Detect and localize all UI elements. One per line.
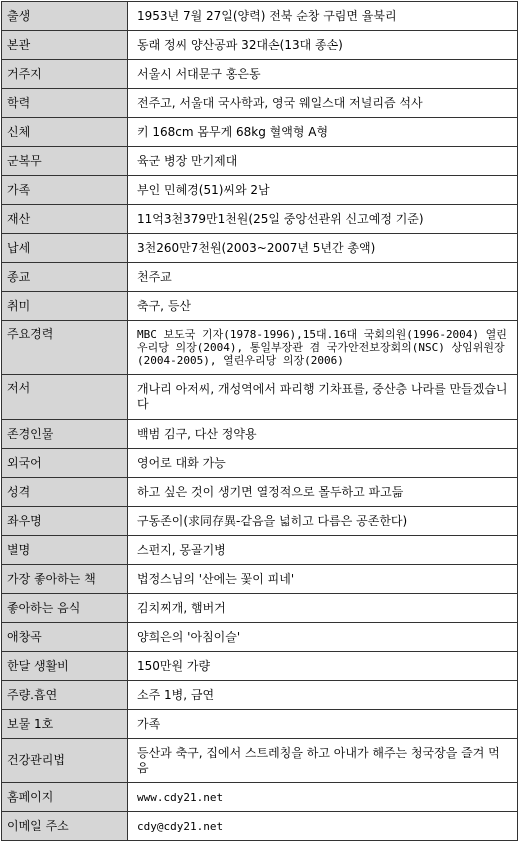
row-label: 군복무 [2, 147, 128, 176]
table-row [2, 205, 518, 234]
row-value: 김치찌개, 햄버거 [128, 594, 518, 623]
row-value: 전주고, 서울대 국사학과, 영국 웨일스대 저널리즘 석사 [128, 89, 518, 118]
row-value: 서울시 서대문구 홍은동 [128, 60, 518, 89]
table-row [2, 118, 518, 147]
table-row [2, 783, 518, 812]
row-value: 11억3천379만1천원(25일 중앙선관위 신고예정 기준) [128, 205, 518, 234]
row-value: 150만원 가량 [128, 652, 518, 681]
row-label: 가장 좋아하는 책 [2, 565, 128, 594]
row-label: 한달 생활비 [2, 652, 128, 681]
row-label: 본관 [2, 31, 128, 60]
row-label: 저서 [2, 375, 128, 420]
row-label: 가족 [2, 176, 128, 205]
table-row [2, 234, 518, 263]
row-value: 구동존이(求同存異-같음을 넓히고 다름은 공존한다) [128, 507, 518, 536]
row-label: 납세 [2, 234, 128, 263]
table-row [2, 710, 518, 739]
table-row [2, 449, 518, 478]
row-label: 애창곡 [2, 623, 128, 652]
table-row [2, 652, 518, 681]
row-value: 키 168cm 몸무게 68kg 혈액형 A형 [128, 118, 518, 147]
email-link[interactable]: cdy@cdy21.net [128, 812, 518, 841]
row-value: 등산과 축구, 집에서 스트레칭을 하고 아내가 해주는 청국장을 즐겨 먹음 [128, 739, 518, 783]
row-value: MBC 보도국 기자(1978-1996),15대.16대 국회의원(1996-2004) 열린우리당 의장(2004), 통일부장관 겸 국가안전보장회의(NSC) 상임위원장(2004-2005), 열린우리당 의장(2006) [128, 321, 518, 375]
row-value: 3천260만7천원(2003~2007년 5년간 총액) [128, 234, 518, 263]
table-row [2, 478, 518, 507]
row-label: 거주지 [2, 60, 128, 89]
table-row [2, 565, 518, 594]
profile-table [1, 1, 518, 841]
row-label: 재산 [2, 205, 128, 234]
table-row [2, 739, 518, 783]
table-row [2, 89, 518, 118]
row-label: 출생 [2, 2, 128, 31]
row-label: 별명 [2, 536, 128, 565]
table-row [2, 292, 518, 321]
row-label: 종교 [2, 263, 128, 292]
table-row [2, 176, 518, 205]
row-value: 하고 싶은 것이 생기면 열정적으로 몰두하고 파고듦 [128, 478, 518, 507]
table-row [2, 507, 518, 536]
table-row [2, 263, 518, 292]
row-label: 외국어 [2, 449, 128, 478]
row-label: 좋아하는 음식 [2, 594, 128, 623]
row-label: 취미 [2, 292, 128, 321]
row-value: 육군 병장 만기제대 [128, 147, 518, 176]
row-label: 성격 [2, 478, 128, 507]
row-value: 개나리 아저씨, 개성역에서 파리행 기차표를, 중산층 나라를 만들겠습니다 [128, 375, 518, 420]
row-value: 천주교 [128, 263, 518, 292]
table-row [2, 681, 518, 710]
table-row [2, 623, 518, 652]
row-label: 존경인물 [2, 420, 128, 449]
row-value: 1953년 7월 27일(양력) 전북 순창 구림면 율북리 [128, 2, 518, 31]
table-row [2, 31, 518, 60]
table-row [2, 420, 518, 449]
table-row [2, 812, 518, 841]
row-label: 학력 [2, 89, 128, 118]
row-value: 소주 1병, 금연 [128, 681, 518, 710]
table-row [2, 60, 518, 89]
table-row [2, 594, 518, 623]
row-label: 신체 [2, 118, 128, 147]
row-label: 주요경력 [2, 321, 128, 375]
row-value: 부인 민혜경(51)씨와 2남 [128, 176, 518, 205]
table-row [2, 2, 518, 31]
row-value: 스펀지, 몽골기병 [128, 536, 518, 565]
row-value: 법정스님의 '산에는 꽃이 피네' [128, 565, 518, 594]
row-value: 동래 정씨 양산공파 32대손(13대 종손) [128, 31, 518, 60]
table-row [2, 321, 518, 375]
row-value: 영어로 대화 가능 [128, 449, 518, 478]
homepage-link[interactable]: www.cdy21.net [128, 783, 518, 812]
table-row [2, 147, 518, 176]
row-label: 좌우명 [2, 507, 128, 536]
row-value: 가족 [128, 710, 518, 739]
row-label: 건강관리법 [2, 739, 128, 783]
row-label: 홈페이지 [2, 783, 128, 812]
row-label: 보물 1호 [2, 710, 128, 739]
table-row [2, 536, 518, 565]
row-value: 백범 김구, 다산 정약용 [128, 420, 518, 449]
row-value: 축구, 등산 [128, 292, 518, 321]
row-label: 주량.흡연 [2, 681, 128, 710]
row-value: 양희은의 '아침이슬' [128, 623, 518, 652]
table-row [2, 375, 518, 420]
row-label: 이메일 주소 [2, 812, 128, 841]
